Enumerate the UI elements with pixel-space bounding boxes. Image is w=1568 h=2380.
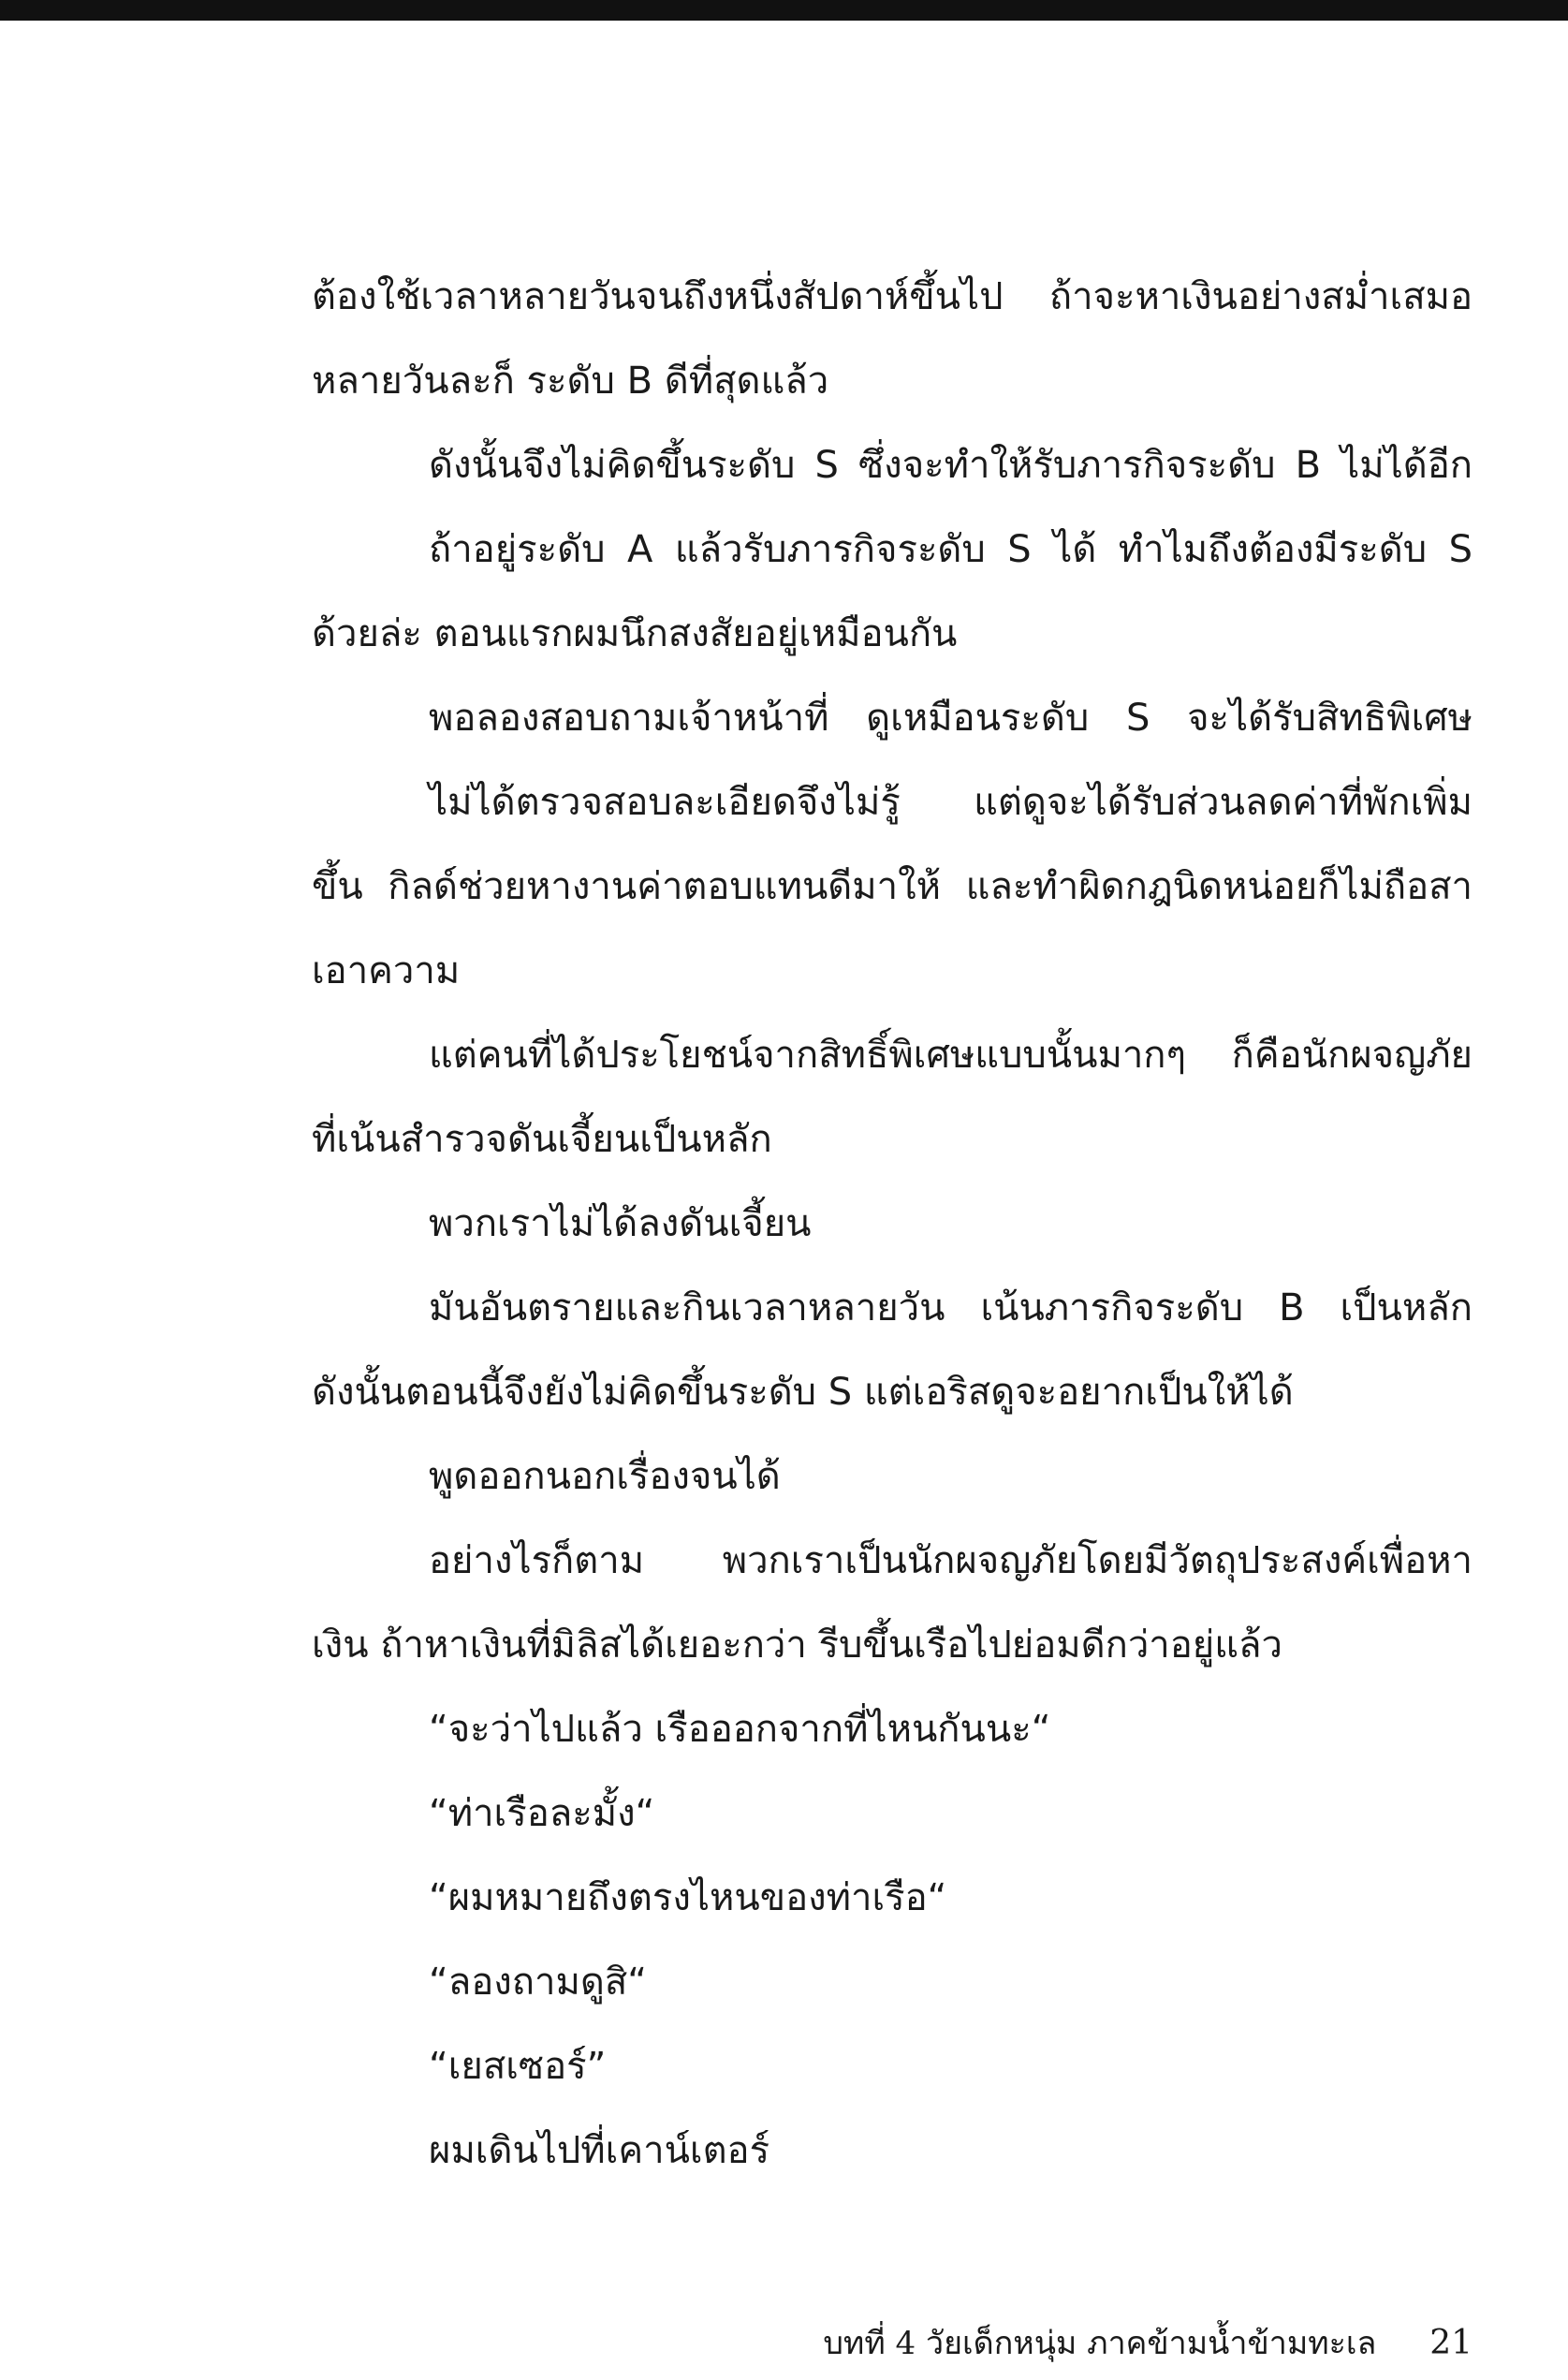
text-line: ที่เน้นสำรวจดันเจี้ยนเป็นหลัก (312, 1118, 772, 1161)
text-line: ไม่ได้ตรวจสอบละเอียดจึงไม่รู้ แต่ดูจะได้รับส่วนลดค่าที่พักเพิ่ม (429, 781, 1473, 824)
page-body-text (312, 255, 1473, 2193)
text-line: ด้วยล่ะ ตอนแรกผมนึกสงสัยอยู่เหมือนกัน (312, 612, 958, 655)
text-line: ดังนั้นตอนนี้จึงยังไม่คิดขึ้นระดับ S แต่เอริสดูจะอยากเป็นให้ได้ (312, 1371, 1294, 1414)
text-line: ขึ้น กิลด์ช่วยหางานค่าตอบแทนดีมาให้ และทำผิดกฎนิดหน่อยก็ไม่ถือสา (312, 865, 1473, 908)
text-line: พวกเราไม่ได้ลงดันเจี้ยน (429, 1202, 812, 1245)
text-line: หลายวันละก็ ระดับ B ดีที่สุดแล้ว (312, 360, 829, 403)
text-line: แต่คนที่ได้ประโยชน์จากสิทธิ์พิเศษแบบนั้นมากๆ ก็คือนักผจญภัย (429, 1034, 1473, 1077)
top-edge-bar (0, 0, 1568, 21)
text-line: “ลองถามดูสิ“ (429, 1961, 647, 2004)
text-line: เงิน ถ้าหาเงินที่มิลิสได้เยอะกว่า รีบขึ้นเรือไปย่อมดีกว่าอยู่แล้ว (312, 1623, 1282, 1667)
text-line: พอลองสอบถามเจ้าหน้าที่ ดูเหมือนระดับ S จะได้รับสิทธิพิเศษ (429, 697, 1473, 740)
text-line: อย่างไรก็ตาม พวกเราเป็นนักผจญภัยโดยมีวัตถุประสงค์เพื่อหา (429, 1539, 1473, 1582)
page-number: 21 (1429, 2324, 1473, 2362)
text-line: ผมเดินไปที่เคาน์เตอร์ (429, 2129, 770, 2172)
text-line: ถ้าอยู่ระดับ A แล้วรับภารกิจระดับ S ได้ ทำไมถึงต้องมีระดับ S (429, 528, 1473, 571)
text-line: เอาความ (312, 949, 461, 992)
text-line: “ผมหมายถึงตรงไหนของท่าเรือ“ (429, 1876, 947, 1919)
text-line: “เยสเซอร์” (429, 2045, 607, 2088)
text-line: “ท่าเรือละมั้ง“ (429, 1792, 655, 1835)
text-line: มันอันตรายและกินเวลาหลายวัน เน้นภารกิจระดับ B เป็นหลัก (429, 1286, 1473, 1330)
text-line: ต้องใช้เวลาหลายวันจนถึงหนึ่งสัปดาห์ขึ้นไป ถ้าจะหาเงินอย่างสม่ำเสมอ (312, 275, 1473, 318)
text-line: “จะว่าไปแล้ว เรือออกจากที่ไหนกันนะ“ (429, 1708, 1051, 1751)
text-line: พูดออกนอกเรื่องจนได้ (429, 1455, 781, 1498)
chapter-title: บทที่ 4 วัยเด็กหนุ่ม ภาคข้ามน้ำข้ามทะเล (823, 2325, 1377, 2362)
page-footer (312, 2320, 1473, 2367)
text-line: ดังนั้นจึงไม่คิดขึ้นระดับ S ซึ่งจะทำให้รับภารกิจระดับ B ไม่ได้อีก (429, 444, 1473, 487)
